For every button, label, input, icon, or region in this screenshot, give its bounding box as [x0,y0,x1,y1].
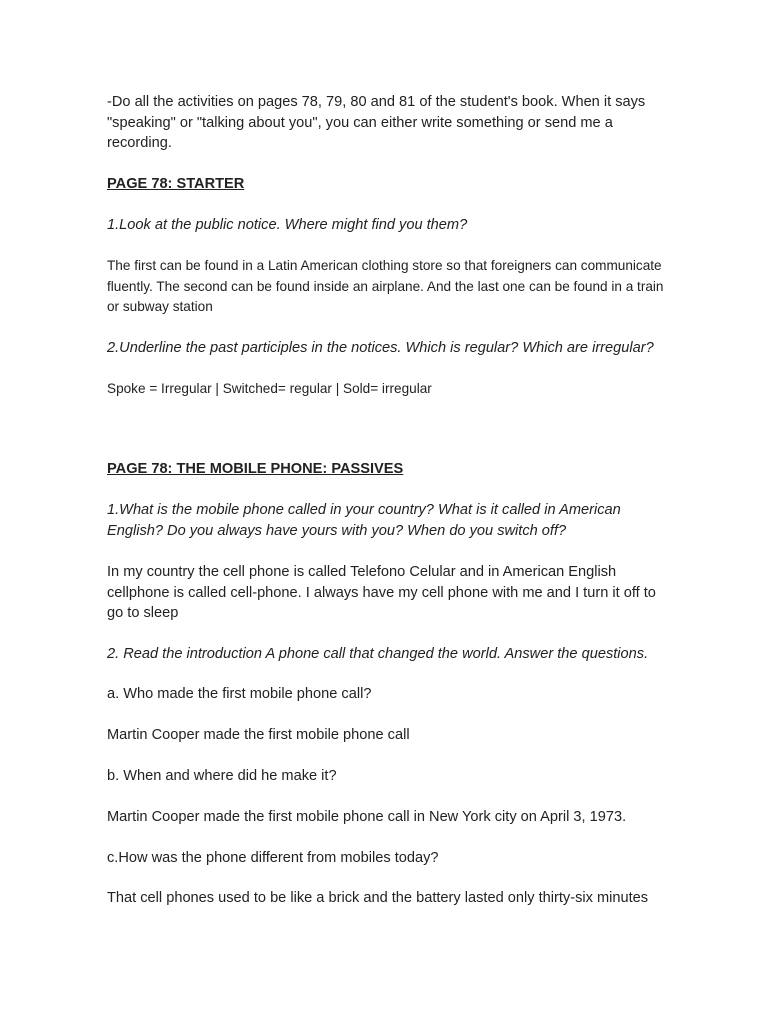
intro-instructions: -Do all the activities on pages 78, 79, 80 and 81 of the student's book. When it says "speaking" or "talking about you", you can either write something or send me a recording. [107,94,646,152]
section-heading-mobile-phone: PAGE 78: THE MOBILE PHONE: PASSIVES [107,461,404,477]
answer-b: Martin Cooper made the first mobile phone call in New York city on April 3, 1973. [107,809,627,825]
question-mobile-2: 2. Read the introduction A phone call that changed the world. Answer the questions. [107,646,649,662]
question-c: c.How was the phone different from mobiles today? [107,850,439,866]
question-a: a. Who made the first mobile phone call? [107,686,372,702]
question-2: 2.Underline the past participles in the notices. Which is regular? Which are irregular? [107,340,654,356]
answer-a: Martin Cooper made the first mobile phone call [107,727,410,743]
answer-mobile-1: In my country the cell phone is called Telefono Celular and in American English cellphone is called cell-phone. I always have my cell phone with me and I turn it off to go to sleep [107,564,656,622]
answer-1: The first can be found in a Latin American clothing store so that foreigners can communicate fluently. The second can be found inside an airplane. And the last one can be found in a train or subway station [107,258,664,315]
section-heading-starter: PAGE 78: STARTER [107,176,245,192]
answer-2: Spoke = Irregular | Switched= regular | Sold= irregular [107,381,432,396]
answer-c: That cell phones used to be like a brick and the battery lasted only thirty-six minutes [107,890,649,906]
question-b: b. When and where did he make it? [107,768,337,784]
question-mobile-1: 1.What is the mobile phone called in your country? What is it called in American English? Do you always have yours with you? When do you switch off? [107,502,621,539]
question-1: 1.Look at the public notice. Where might find you them? [107,217,468,233]
